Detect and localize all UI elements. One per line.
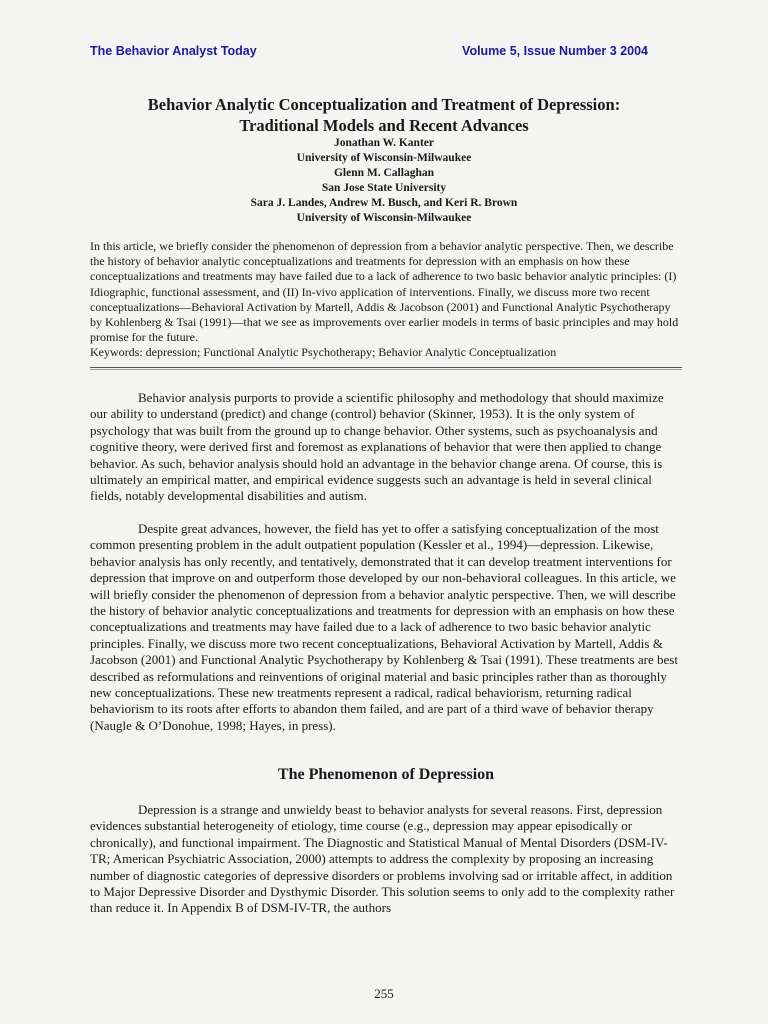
page-number: 255 [374,986,394,1001]
author-affiliation: University of Wisconsin-Milwaukee [296,212,472,224]
paragraph-text: Depression is a strange and unwieldy beast to behavior analysts for several reasons. First, depression evidences substantial heterogeneity of etiology, time course (e.g., depression may appear episodically or chronically), and functional impairment. The Diagnostic and Statistical Manual of Mental Disorders (DSM-IV-TR; American Psychiatric Association, 2000) attempts to address the complexity by proposing an increasing number of diagnostic categories of depressive disorders or problems involving sad or irritable affect, in addition to Major Depressive Disorder and Dysthymic Disorder. This solution seems to only add to the complexity rather than reduce it. In Appendix B of DSM-IV-TR, the authors [90,802,675,916]
title-block [88,94,680,226]
section-divider [90,367,682,370]
abstract [90,239,682,361]
author-affiliation: University of Wisconsin-Milwaukee [296,152,472,164]
author-affiliation: San Jose State University [321,182,447,194]
paper-title-line-1: Behavior Analytic Conceptualization and Treatment of Depression: [147,95,621,114]
paper-title-line-2: Traditional Models and Recent Advances [239,116,529,135]
journal-name: The Behavior Analyst Today [90,44,257,58]
body-paragraph [90,802,682,917]
author-name: Sara J. Landes, Andrew M. Busch, and Keri R. Brown [250,197,518,209]
author-name: Glenn M. Callaghan [333,167,434,179]
keywords: Keywords: depression; Functional Analytic Psychotherapy; Behavior Analytic Conceptualization [90,345,557,360]
body-paragraph [90,390,682,505]
author-name: Jonathan W. Kanter [333,137,434,149]
body-paragraph [90,521,682,734]
issue-info: Volume 5, Issue Number 3 2004 [462,44,648,58]
abstract-text: In this article, we briefly consider the phenomenon of depression from a behavior analytic perspective. Then, we describe the history of behavior analytic conceptualizations and treatments for depression with an emphasis on how these conceptualizations and treatments may have failed due to a lack of adherence to two basic behavior analytic principles: (I) Idiographic, functional assessment, and (II) In-vivo application of interventions. Finally, we discuss more two recent conceptualizations—Behavioral Activation by Martell, Addis & Jacobson (2001) and Functional Analytic Psychotherapy by Kohlenberg & Tsai (1991)—that we see as improvements over earlier models in terms of basic principles and may hold promise for the future. [90,239,679,345]
paragraph-text: Behavior analysis purports to provide a scientific philosophy and methodology that should maximize our ability to understand (predict) and change (control) behavior (Skinner, 1953). It is the only system of psychology that was built from the ground up to change behavior. Other systems, such as psychoanalysis and cognitive theory, were derived first and foremost as explanations of behavior that were then applied to change behavior. As such, behavior analysis should hold an advantage in the behavior change arena. Of course, this is ultimately an empirical matter, and empirical evidence suggests such an advantage is held in several clinical fields, notably developmental disabilities and autism. [90,390,664,504]
section-heading: The Phenomenon of Depression [277,766,495,783]
paragraph-text: Despite great advances, however, the field has yet to offer a satisfying conceptualization of the most common presenting problem in the adult outpatient population (Kessler et al., 1994)—depression. Likewise, behavior analysis has only recently, and tentatively, demonstrated that it can develop treatment interventions for depression that improve on and outperform those developed by our non-behavioral colleagues. In this article, we will briefly consider the phenomenon of depression from a behavior analytic perspective. Then, we will describe the history of behavior analytic conceptualizations and treatments for depression with an emphasis on how these conceptualizations and treatments may have failed due to a lack of adherence to two basic behavior analytic principles. Finally, we discuss more two recent conceptualizations, Behavioral Activation by Martell, Addis & Jacobson (2001) and Functional Analytic Psychotherapy by Kohlenberg & Tsai (1991). These treatments are best described as reformulations and reinventions of original material and basic principles rather than as thoroughly new conceptualizations. These new treatments represent a radical, radical behaviorism, returning radical behaviorism to its roots after efforts to abandon them failed, and are part of a third wave of behavior therapy (Naugle & O’Donohue, 1998; Hayes, in press). [90,521,678,733]
